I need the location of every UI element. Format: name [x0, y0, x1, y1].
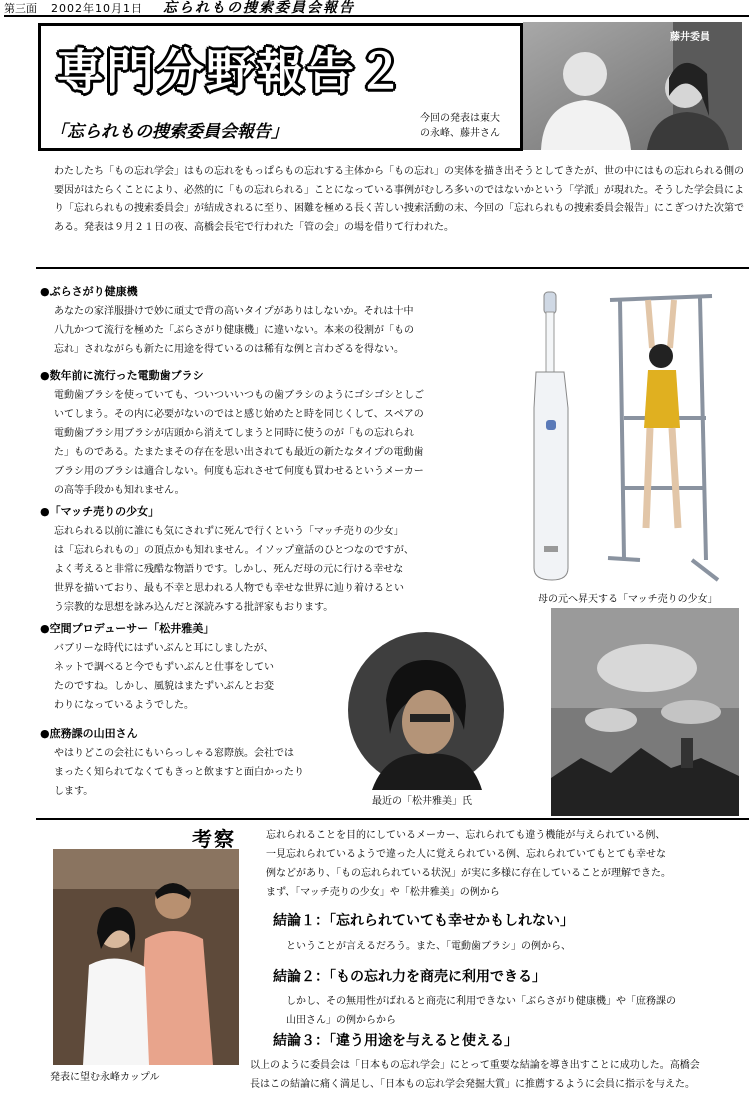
section-line: たのですね。しかし、風貌はまたずいぶんとお変	[54, 681, 274, 692]
section-line: 忘れられる以前に誰にも気にされずに死んで行くという「マッチ売りの少女」	[54, 526, 404, 537]
main-title: 専門分野報告２	[56, 44, 407, 100]
publication-name: 忘られもの捜索委員会報告	[163, 0, 355, 16]
conclusion-1: 結論１：「忘れられていても幸せかもしれない」	[273, 913, 574, 929]
section-heading: ●空間プロデューサー「松井雅美」	[40, 622, 215, 635]
exercise-machine-image	[600, 288, 720, 586]
matsui-portrait-art	[346, 630, 506, 790]
section-line: の高等手段かも知れません。	[54, 485, 185, 496]
section-line: 電動歯ブラシ用ブラシが店頭から消えてしまうと同時に使うのが「もの忘れられ	[54, 428, 414, 439]
sheet-number: 第三面	[4, 2, 37, 15]
sub-title: 「忘られもの捜索委員会報告」	[50, 122, 288, 142]
section-body	[54, 522, 499, 617]
kosatsu-line: 以上のように委員会は「日本もの忘れ学会」にとって重要な結論を導き出すことに成功した。高橋会	[250, 1060, 700, 1071]
kosatsu-intro	[266, 826, 748, 902]
couple-caption: 発表に望む永峰カップル	[50, 1072, 160, 1083]
section-line: いてしまう。その内に必要がないのではと感じ始めたと時を同じくして、スペアの	[54, 409, 424, 420]
toothbrush-image	[522, 288, 582, 588]
section-line: ネットで調べると今でもずいぶんと仕事をしてい	[54, 662, 274, 673]
kosatsu-line: 例などがあり、「もの忘れられている状況」が実に多様に存在していることが理解できた。	[266, 868, 671, 879]
header-rule	[4, 15, 749, 17]
toothbrush-art	[522, 288, 582, 588]
section-body	[54, 386, 499, 500]
final-paragraph	[250, 1056, 748, 1094]
kosatsu-line: 忘れられることを目的にしているメーカー、忘れられても違う機能が与えられている例、	[266, 830, 666, 841]
section-line: 八九かつて流行を極めた「ぶらさがり健康機」に違いない。本来の役割が「もの	[54, 325, 414, 336]
kosatsu-line: 長はこの結論に痛く満足し、「日本もの忘れ学会発掘大賞」に推薦するように会員に指示を与えた。	[250, 1079, 695, 1090]
section-line: わりになっているようでした。	[54, 700, 194, 711]
section-rule	[36, 267, 749, 269]
ascension-engraving-art	[551, 608, 739, 816]
speaker-note	[420, 111, 520, 141]
section-line: 世界を描いており、最も不幸と思われる人物でも幸せな世界に辿り着けるとい	[54, 583, 404, 594]
section-line: まったく知られてなくてもきっと飲ますと面白かったり	[54, 767, 304, 778]
kosatsu-line: 山田さん」の例からから	[286, 1015, 396, 1026]
intro-paragraph: わたしたち「もの忘れ学会」はもの忘れをもっぱらもの忘れする主体から「もの忘れ」の実体を描き出そうとしてきたが、世の中にはもの忘れられる側の要因がはたらくことにより、必然的に「もの忘れられる」ことになっている事例がむしろ多いのではないかという「学派」が現れた。そうした学会員により「忘れられもの捜索委員会」が結成されるに至り、困難を極める長く苦しい捜索活動の末、今回の「忘れられもの捜索委員会報告」にこぎつけた次第である。発表は９月２１日の夜、高橋会長宅で行われた「管の会」の場を借りて行われた。	[54, 166, 744, 233]
exercise-machine-art	[600, 288, 720, 586]
section-line: う宗教的な思想を詠み込んだと深読みする批評家もおります。	[54, 602, 334, 613]
conclusion-2-note	[286, 992, 748, 1030]
section-body	[54, 302, 499, 359]
photo-label: 藤井委員	[670, 32, 710, 43]
matsui-caption: 最近の「松井雅美」氏	[372, 796, 472, 807]
ascension-engraving	[551, 608, 739, 816]
conclusion-1-note: ということが言えるだろう。また、「電動歯ブラシ」の例から、	[286, 941, 571, 952]
section-body	[54, 639, 344, 715]
page-header	[4, 0, 744, 16]
section-heading: ●数年前に流行った電動歯ブラシ	[40, 369, 204, 382]
section-body	[54, 744, 344, 801]
section-line: よく考えると非常に残酷な物語りです。しかし、死んだ母の元に行ける幸せな	[54, 564, 404, 575]
section-line: あなたの家洋服掛けで妙に頑丈で背の高いタイプがありはしないか。それは十中	[54, 306, 414, 317]
heaven-caption: 母の元へ昇天する「マッチ売りの少女」	[538, 594, 718, 605]
section-line: やはりどこの会社にもいらっしゃる窓際族。会社では	[54, 748, 294, 759]
kosatsu-heading: 考察	[192, 827, 236, 851]
speaker-note-line: の永峰、藤井さん	[420, 128, 500, 139]
couple-photo	[53, 849, 239, 1065]
kosatsu-line: まず、「マッチ売りの少女」や「松井雅美」の例から	[266, 887, 500, 898]
section-line: します。	[54, 786, 94, 797]
conclusion-3: 結論３：「違う用途を与えると使える」	[273, 1033, 518, 1049]
issue-date: 2002年10月1日	[51, 2, 143, 15]
conclusion-2: 結論２：「もの忘れ力を商売に利用できる」	[273, 969, 546, 985]
speaker-note-line: 今回の発表は東大	[420, 113, 500, 124]
couple-photo-art	[53, 849, 239, 1065]
matsui-portrait	[346, 630, 506, 790]
section-heading: ●庶務課の山田さん	[40, 727, 138, 740]
section-line: ブラシ用のブラシは適合しない。何度も忘れさせて何度も買わせるというメーカー	[54, 466, 424, 477]
section-line: は「忘れられもの」の頂点かも知れません。イソップ童話のひとつなのですが、	[54, 545, 414, 556]
section-line: た」ものである。たまたまその存在を思い出されても最近の新たなタイプの電動歯	[54, 447, 424, 458]
kosatsu-line: 一見忘れられているようで違った人に覚えられている例、忘れられていてもとても幸せな	[266, 849, 666, 860]
section-line: バブリーな時代にはずいぶんと耳にしましたが、	[54, 643, 274, 654]
section-line: 電動歯ブラシを使っていても、ついついいつもの歯ブラシのようにゴシゴシとしご	[54, 390, 424, 401]
kosatsu-line: しかし、その無用性がばれると商売に利用できない「ぶらさがり健康機」や「庶務課の	[286, 996, 676, 1007]
section-rule	[36, 818, 749, 820]
section-line: 忘れ」されながらも新たに用途を得ているのは稀有な例と言わざるを得ない。	[54, 344, 404, 355]
section-heading: ●ぶらさがり健康機	[40, 285, 138, 298]
section-heading: ●「マッチ売りの少女」	[40, 505, 160, 518]
